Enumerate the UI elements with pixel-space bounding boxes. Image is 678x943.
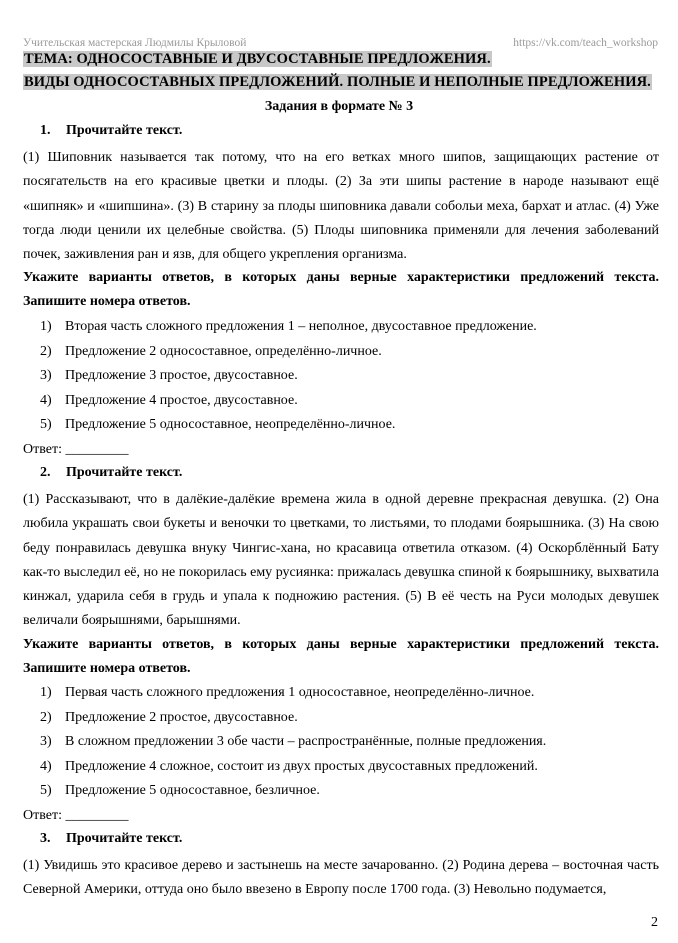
answer-option bbox=[40, 759, 538, 775]
section-subtitle: Задания в формате № 3 bbox=[264, 99, 414, 114]
task-text: (1) Рассказывают, что в далёкие-далёкие времена жила в одной деревне прекрасная девушка. (2) Она любила украшать свои букеты и веночки то цветками, то листьями, то плодами боярышника. (3) На свою беду понравилась девушка внуку Чингис-хана, но красавица ответила отказом. (4) Оскорблённый Батy как-то выследил её, но не покорилась ему русиянка: прижалась девушка спиной к боярышнику, выхватила кинжал, ударила себя в грудь и упала к подножию растения. (5) В её честь на Руси молодых девушек величали боярышнями, барышнями. bbox=[23, 492, 659, 629]
answer-option bbox=[40, 393, 298, 409]
answer-line: Ответ: _________ bbox=[23, 442, 129, 457]
answer-option bbox=[40, 685, 534, 701]
option-text: Предложение 2 односоставное, определённо-личное. bbox=[65, 344, 382, 359]
header-author: Учительская мастерская Людмилы Крыловой bbox=[23, 37, 247, 49]
option-text: Предложение 5 односоставное, неопределённо-личное. bbox=[65, 417, 396, 432]
answer-option bbox=[40, 417, 395, 433]
task-number: 1. bbox=[40, 123, 51, 138]
answer-option bbox=[40, 734, 546, 750]
task-heading-text: Прочитайте текст. bbox=[66, 831, 183, 846]
answer-line: Ответ: _________ bbox=[23, 808, 129, 823]
answer-option bbox=[40, 319, 537, 335]
option-number: 4) bbox=[40, 393, 52, 408]
task-text: (1) Шиповник называется так потому, что на его ветках много шипов, защищающих растение от посягательств на его красивые цветки и плоды. (2) За эти шипы растение в народе называют ещё «шипняк» и «шипшина». (3) В старину за плоды шиповника давали собольи меха, бархат и атлас. (4) Уже тогда люди ценили их целебные свойства. (5) Плоды шиповника применяли для лечения заболеваний почек, заживления ран и язв, для общего укрепления организма. bbox=[23, 150, 659, 263]
option-number: 1) bbox=[40, 319, 52, 334]
option-number: 2) bbox=[40, 710, 52, 725]
option-number: 2) bbox=[40, 344, 52, 359]
option-number: 4) bbox=[40, 759, 52, 774]
option-number: 3) bbox=[40, 734, 52, 749]
option-number: 3) bbox=[40, 368, 52, 383]
option-text: В сложном предложении 3 обе части – распространённые, полные предложения. bbox=[65, 734, 547, 749]
task-text: (1) Увидишь это красивое дерево и застынешь на месте зачарованно. (2) Родина дерева – восточная часть Северной Америки, оттуда оно было ввезено в Европу после 1700 года. (3) Невольно подумается, bbox=[23, 858, 659, 898]
option-text: Предложение 4 простое, двусоставное. bbox=[65, 393, 298, 408]
option-text: Вторая часть сложного предложения 1 – неполное, двусоставное предложение. bbox=[65, 319, 537, 334]
task-number: 2. bbox=[40, 465, 51, 480]
option-text: Первая часть сложного предложения 1 односоставное, неопределённо-личное. bbox=[65, 685, 535, 700]
page-header bbox=[23, 37, 658, 51]
option-number: 5) bbox=[40, 783, 52, 798]
task-instruction: Укажите варианты ответов, в которых даны верные характеристики предложений текста. Запишите номера ответов. bbox=[23, 637, 659, 677]
page-number: 2 bbox=[651, 915, 658, 930]
task-heading bbox=[40, 123, 182, 139]
option-text: Предложение 2 простое, двусоставное. bbox=[65, 710, 298, 725]
topic-title-line1: ТЕМА: ОДНОСОСТАВНЫЕ И ДВУСОСТАВНЫЕ ПРЕДЛОЖЕНИЯ. bbox=[24, 51, 491, 67]
topic-title-line2: ВИДЫ ОДНОСОСТАВНЫХ ПРЕДЛОЖЕНИЙ. ПОЛНЫЕ И НЕПОЛНЫЕ ПРЕДЛОЖЕНИЯ. bbox=[24, 74, 651, 90]
answer-option bbox=[40, 368, 298, 384]
option-text: Предложение 5 односоставное, безличное. bbox=[65, 783, 320, 798]
answer-option bbox=[40, 710, 298, 726]
answer-option bbox=[40, 344, 382, 360]
option-text: Предложение 3 простое, двусоставное. bbox=[65, 368, 298, 383]
task-instruction: Укажите варианты ответов, в которых даны верные характеристики предложений текста. Запишите номера ответов. bbox=[23, 270, 659, 310]
header-link[interactable]: https://vk.com/teach_workshop bbox=[513, 37, 658, 49]
option-number: 5) bbox=[40, 417, 52, 432]
option-number: 1) bbox=[40, 685, 52, 700]
task-number: 3. bbox=[40, 831, 51, 846]
task-heading bbox=[40, 831, 182, 847]
option-text: Предложение 4 сложное, состоит из двух простых двусоставных предложений. bbox=[65, 759, 538, 774]
task-heading-text: Прочитайте текст. bbox=[66, 465, 183, 480]
task-heading bbox=[40, 465, 182, 481]
task-heading-text: Прочитайте текст. bbox=[66, 123, 183, 138]
answer-option bbox=[40, 783, 320, 799]
